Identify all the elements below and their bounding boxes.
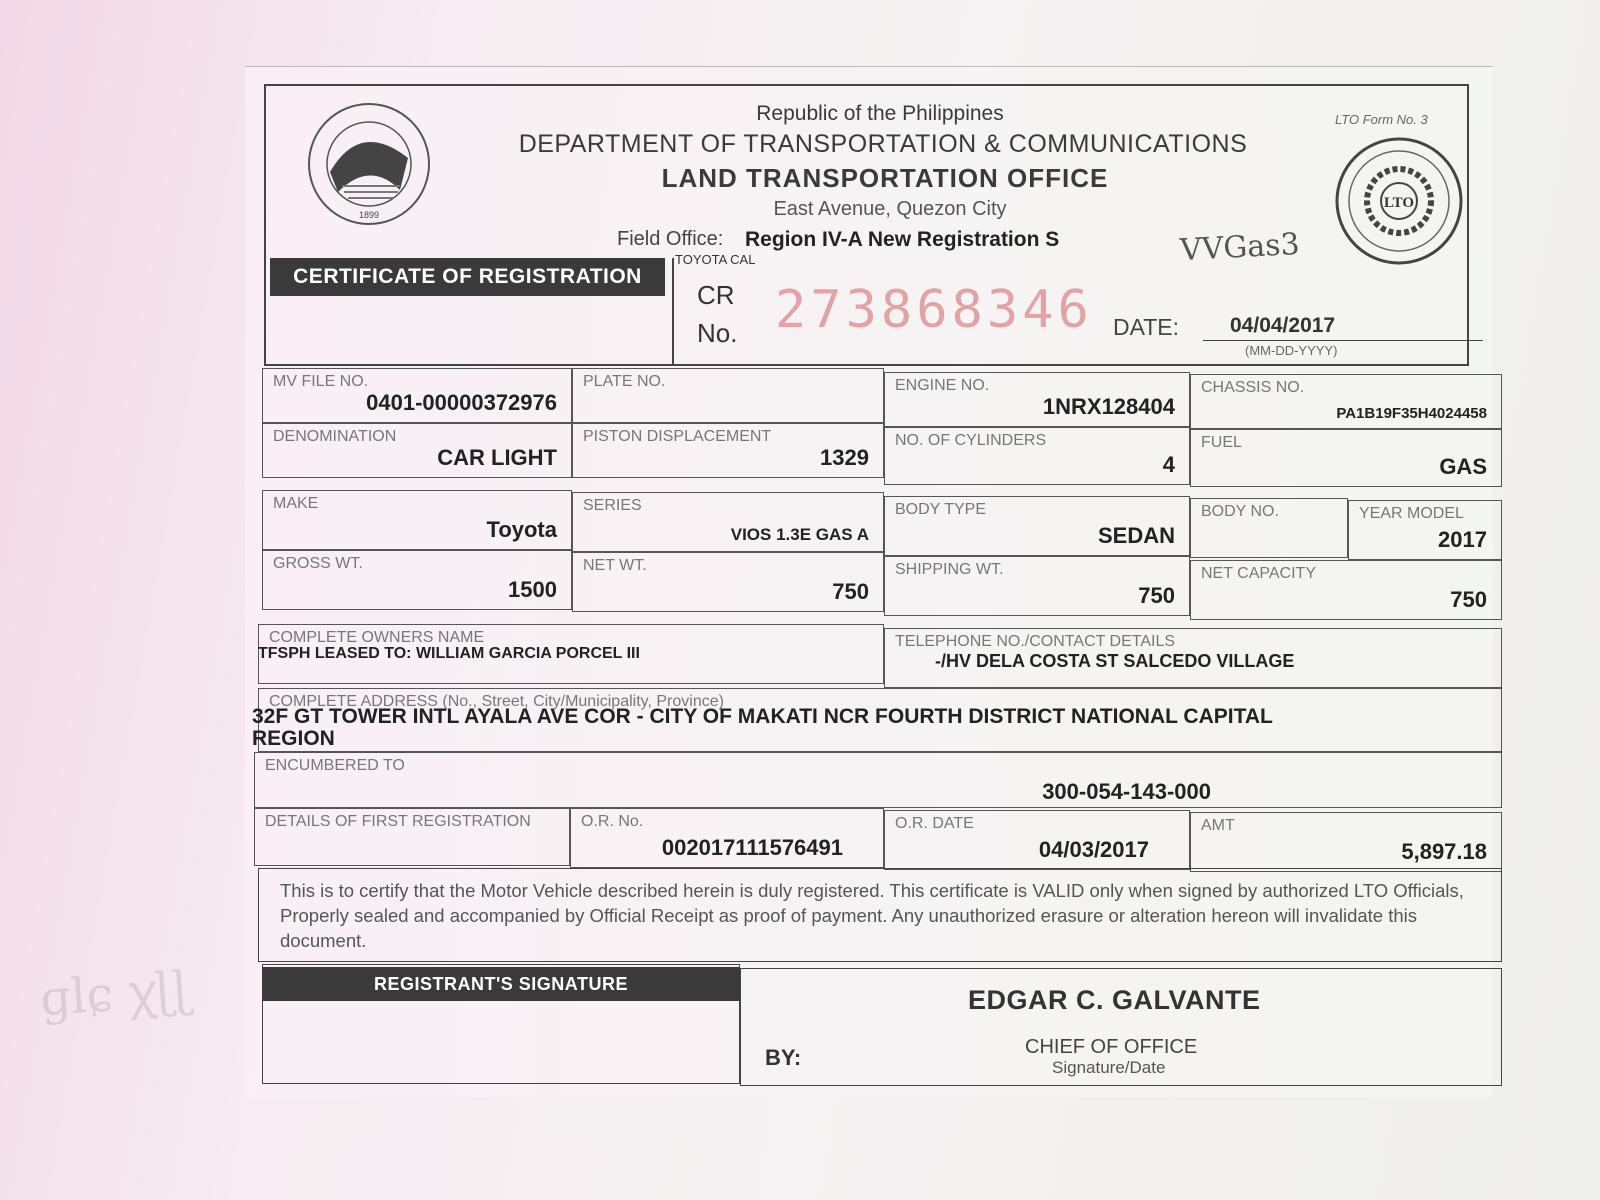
piston-displacement-cell	[572, 423, 884, 478]
owner-name-value: TFSPH LEASED TO: WILLIAM GARCIA PORCEL III	[258, 645, 640, 662]
date-label: DATE:	[1113, 314, 1180, 340]
plate-no-label: PLATE NO.	[583, 373, 666, 390]
date-format: (MM-DD-YYYY)	[1245, 343, 1338, 358]
series-cell	[572, 492, 884, 552]
certification-text: This is to certify that the Motor Vehicle described herein is duly registered. This certificate is VALID only when signed by authorized LTO Officials, Properly sealed and accompanied by Official Receipt as proof of payment. Any unauthorized erasure or alteration hereon will invalidate this document.	[280, 880, 1464, 951]
or-date-cell	[884, 810, 1190, 870]
address-label: COMPLETE ADDRESS (No., Street, City/Municipality, Province)	[269, 693, 724, 710]
chassis-no-cell	[1190, 374, 1502, 429]
or-date-label: O.R. DATE	[895, 815, 974, 832]
fuel-cell	[1190, 429, 1502, 487]
by-label: BY:	[765, 1045, 802, 1070]
year-model-label: YEAR MODEL	[1359, 505, 1464, 522]
svg-text:LTO: LTO	[1383, 195, 1415, 211]
net-capacity-value: 750	[1450, 587, 1487, 612]
make-label: MAKE	[273, 495, 319, 512]
denomination-cell	[262, 423, 572, 478]
net-wt-label: NET WT.	[583, 557, 647, 574]
net-capacity-label: NET CAPACITY	[1201, 565, 1316, 582]
engine-no-value: 1NRX128404	[1042, 394, 1175, 419]
republic-text: Republic of the Philippines	[756, 102, 1004, 125]
net-wt-value: 750	[832, 579, 869, 604]
date-value: 04/04/2017	[1230, 314, 1336, 337]
gross-wt-value: 1500	[508, 577, 557, 602]
series-value: VIOS 1.3E GAS A	[730, 525, 869, 544]
signature-date-label: Signature/Date	[1052, 1058, 1166, 1077]
background-handwriting: ɡlɕ ꭓɭɭ	[38, 960, 192, 1028]
telephone-value: -/HV DELA COSTA ST SALCEDO VILLAGE	[935, 651, 1295, 671]
fuel-value: GAS	[1439, 454, 1487, 479]
or-no-cell	[570, 808, 884, 868]
lto-seal-icon	[1333, 135, 1465, 267]
or-no-value: 002017111576491	[661, 835, 843, 860]
address-line2: REGION	[252, 727, 335, 750]
or-date-value: 04/03/2017	[1038, 837, 1149, 862]
svg-text:1899: 1899	[358, 210, 380, 220]
year-model-cell	[1348, 500, 1502, 560]
cr-number: 273868346	[775, 280, 1093, 340]
body-type-value: SEDAN	[1097, 523, 1175, 548]
engine-no-cell	[884, 372, 1190, 427]
body-type-cell	[884, 496, 1190, 556]
official-title: CHIEF OF OFFICE	[1025, 1036, 1198, 1058]
registrant-signature-label: REGISTRANT'S SIGNATURE	[262, 967, 740, 1001]
address-line1: 32F GT TOWER INTL AYALA AVE COR - CITY OF MAKATI NCR FOURTH DISTRICT NATIONAL CAPITAL	[252, 705, 1273, 728]
year-model-value: 2017	[1438, 527, 1487, 552]
field-office-value: Region IV-A New Registration S	[745, 228, 1060, 251]
plate-no-cell	[572, 368, 884, 423]
mv-file-no-cell	[262, 368, 572, 423]
first-registration-label: DETAILS OF FIRST REGISTRATION	[265, 813, 531, 830]
form-number: LTO Form No. 3	[1335, 112, 1428, 127]
net-capacity-cell	[1190, 560, 1502, 620]
encumbered-label: ENCUMBERED TO	[265, 757, 405, 774]
cr-label	[697, 276, 737, 352]
chassis-no-value: PA1B19F35H4024458	[1336, 405, 1487, 422]
cylinders-cell	[884, 427, 1190, 485]
encumbered-value: 300-054-143-000	[1042, 779, 1211, 804]
encumbered-cell	[254, 752, 1502, 808]
dealer-note: TOYOTA CAL	[675, 252, 756, 267]
gross-wt-label: GROSS WT.	[273, 555, 363, 572]
body-type-label: BODY TYPE	[895, 501, 986, 518]
make-value: Toyota	[486, 517, 557, 542]
piston-displacement-label: PISTON DISPLACEMENT	[583, 428, 772, 445]
first-registration-cell	[254, 808, 570, 866]
office-title: LAND TRANSPORTATION OFFICE	[661, 163, 1109, 193]
mv-file-no-value: 0401-00000372976	[366, 390, 557, 415]
chassis-no-label: CHASSIS NO.	[1201, 379, 1305, 396]
dotc-seal-icon	[300, 100, 438, 228]
body-no-cell	[1190, 498, 1348, 558]
shipping-wt-value: 750	[1138, 583, 1175, 608]
gross-wt-cell	[262, 550, 572, 610]
amount-value: 5,897.18	[1401, 839, 1487, 864]
body-no-label: BODY NO.	[1201, 503, 1279, 520]
piston-displacement-value: 1329	[820, 445, 869, 470]
net-wt-cell	[572, 552, 884, 612]
shipping-wt-label: SHIPPING WT.	[895, 561, 1004, 578]
denomination-value: CAR LIGHT	[437, 445, 557, 470]
cr-label-line1: CR	[697, 280, 735, 310]
make-cell	[262, 490, 572, 550]
department-text: DEPARTMENT OF TRANSPORTATION & COMMUNICATIONS	[518, 130, 1248, 158]
series-label: SERIES	[583, 497, 642, 514]
cr-label-line2: No.	[697, 318, 738, 348]
field-office-label: Field Office:	[617, 228, 724, 250]
handwritten-note: VVGas3	[1179, 226, 1301, 269]
mv-file-no-label: MV FILE NO.	[273, 373, 369, 390]
office-address: East Avenue, Quezon City	[773, 198, 1007, 220]
official-name: EDGAR C. GALVANTE	[968, 985, 1261, 1015]
owner-name-label: COMPLETE OWNERS NAME	[269, 629, 485, 646]
denomination-label: DENOMINATION	[273, 428, 397, 445]
or-no-label: O.R. No.	[581, 813, 644, 830]
date-underline	[1203, 340, 1483, 341]
amount-label: AMT	[1201, 817, 1235, 834]
cylinders-label: NO. OF CYLINDERS	[895, 432, 1047, 449]
telephone-label: TELEPHONE NO./CONTACT DETAILS	[895, 633, 1176, 650]
fuel-label: FUEL	[1201, 434, 1242, 451]
engine-no-label: ENGINE NO.	[895, 377, 990, 394]
amount-cell	[1190, 812, 1502, 872]
cylinders-value: 4	[1162, 452, 1175, 477]
certificate-title: CERTIFICATE OF REGISTRATION	[270, 258, 665, 296]
shipping-wt-cell	[884, 556, 1190, 616]
